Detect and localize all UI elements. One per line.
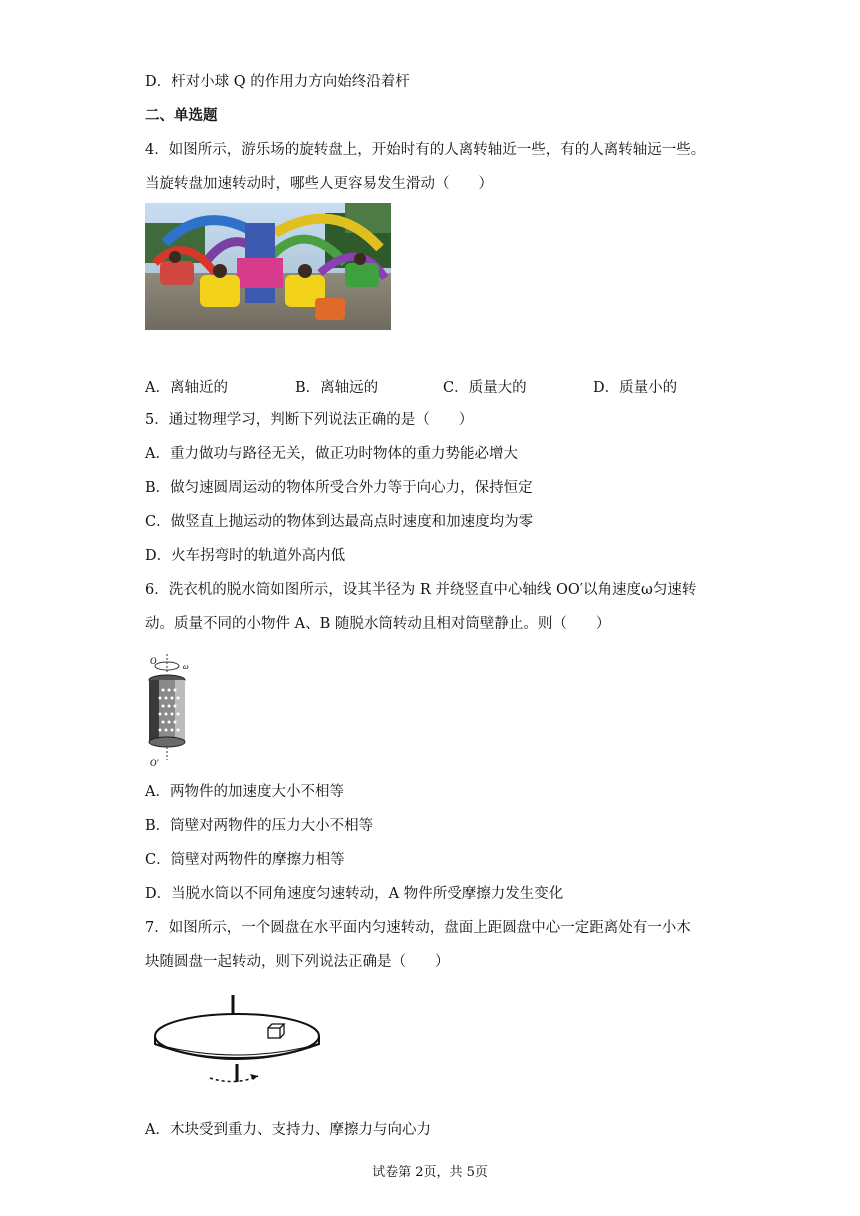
q6-option-b: B．筒壁对两物件的压力大小不相等 xyxy=(145,818,374,834)
rotating-disc-figure xyxy=(150,990,325,1088)
q5-stem: 5．通过物理学习，判断下列说法正确的是（ ） xyxy=(145,412,474,428)
q6-option-c: C．筒壁对两物件的摩擦力相等 xyxy=(145,852,345,868)
page-footer: 试卷第 2页，共 5页 xyxy=(372,1165,488,1180)
q5-option-d: D．火车拐弯时的轨道外高内低 xyxy=(145,548,346,564)
q7-stem-line1: 7．如图所示，一个圆盘在水平面内匀速转动，盘面上距圆盘中心一定距离处有一小木 xyxy=(145,920,691,936)
q6-option-a: A．两物件的加速度大小不相等 xyxy=(145,784,344,800)
q4-option-b: B．离轴远的 xyxy=(295,380,379,396)
q4-option-a: A．离轴近的 xyxy=(145,380,228,396)
q4-stem-line1: 4．如图所示，游乐场的旋转盘上，开始时有的人离转轴近一些，有的人离转轴远一些。 xyxy=(145,142,706,158)
q3-option-d: D．杆对小球 Q 的作用力方向始终沿着杆 xyxy=(145,74,410,90)
amusement-ride-photo xyxy=(145,203,391,330)
q6-stem-line1: 6．洗衣机的脱水筒如图所示，设其半径为 R 并绕竖直中心轴线 OO′以角速度ω匀速转 xyxy=(145,582,697,598)
q7-option-a: A．木块受到重力、支持力、摩擦力与向心力 xyxy=(145,1122,431,1138)
q6-option-d: D．当脱水筒以不同角速度匀速转动，A 物件所受摩擦力发生变化 xyxy=(145,886,564,902)
section-title: 二、单选题 xyxy=(145,107,218,124)
q5-option-b: B．做匀速圆周运动的物体所受合外力等于向心力，保持恒定 xyxy=(145,480,533,496)
q4-option-c: C．质量大的 xyxy=(443,380,527,396)
q7-stem-line2: 块随圆盘一起转动，则下列说法正确是（ ） xyxy=(145,954,450,970)
q4-options xyxy=(145,376,705,396)
spin-drum-figure xyxy=(145,652,205,768)
axis-bottom-label: O′ xyxy=(150,758,159,768)
q4-stem-line2: 当旋转盘加速转动时，哪些人更容易发生滑动（ ） xyxy=(145,176,493,192)
q5-option-a: A．重力做功与路径无关，做正功时物体的重力势能必增大 xyxy=(145,446,518,462)
axis-top-label: O xyxy=(150,656,157,666)
omega-label: ω xyxy=(183,662,189,671)
q5-option-c: C．做竖直上抛运动的物体到达最高点时速度和加速度均为零 xyxy=(145,514,534,530)
q6-stem-line2: 动。质量不同的小物件 A、B 随脱水筒转动且相对筒壁静止。则（ ） xyxy=(145,616,611,632)
q4-option-d: D．质量小的 xyxy=(593,380,678,396)
